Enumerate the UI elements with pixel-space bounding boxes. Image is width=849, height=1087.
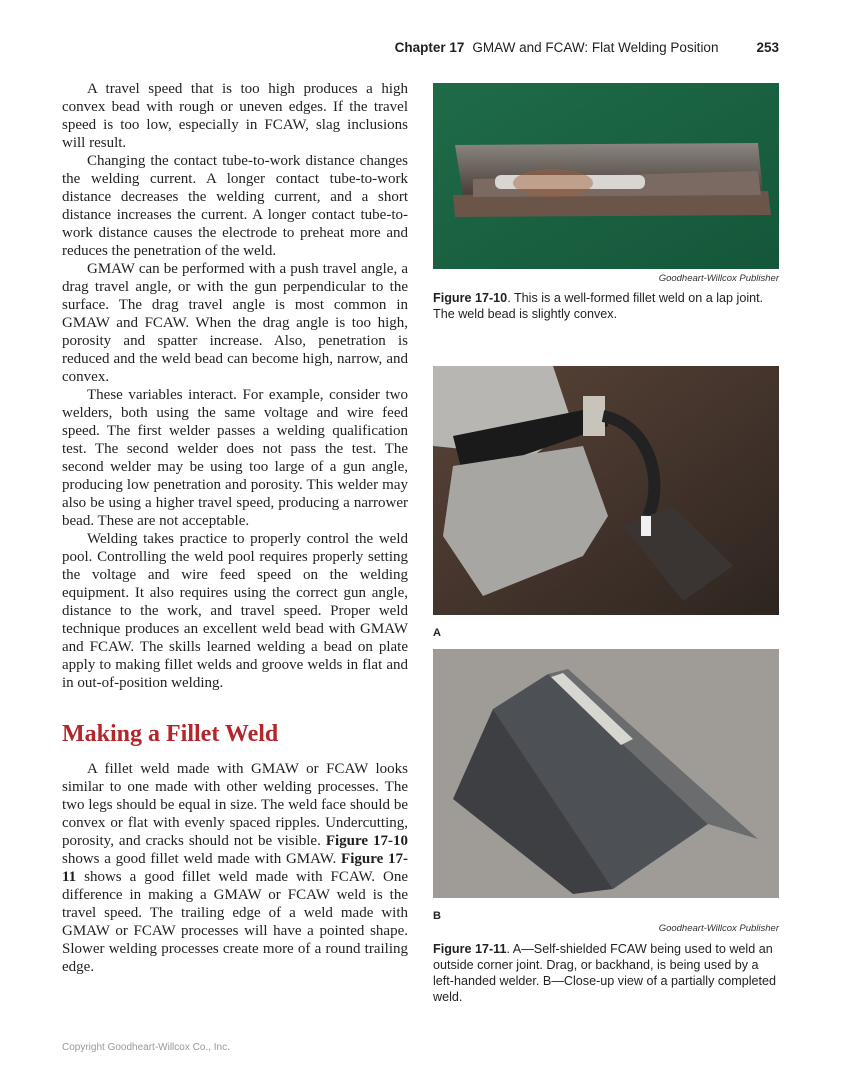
paragraph: Changing the contact tube-to-work distance changes the welding current. A longer contact tube-to-work distance decreases the welding current, and a short distance increases the current. A longer contact tube-to-work distance causes the electrode to preheat more and reduces the penetration of the weld.: [62, 153, 408, 259]
figure-17-11a-photo: [433, 366, 779, 615]
text: A fillet weld made with GMAW or FCAW looks similar to one made with other welding processes. The two legs should be equal in size. The weld face should be convex or flat with evenly spaced ripples. Undercutting, porosity, and cracks should not be visible.: [62, 761, 408, 849]
figure-label: Figure 17-10: [433, 291, 508, 305]
text-column: [62, 80, 408, 976]
figure-17-10-caption: [433, 290, 783, 322]
chapter-title: GMAW and FCAW: Flat Welding Position: [472, 40, 719, 55]
figure-label-b: B: [433, 910, 441, 922]
figure-label-a: A: [433, 627, 441, 639]
figure-reference[interactable]: Figure 17-10: [325, 833, 408, 849]
page-number: 253: [756, 40, 779, 55]
text: shows a good fillet weld made with GMAW.: [62, 851, 342, 867]
paragraph: A travel speed that is too high produces a high convex bead with rough or uneven edges. If the travel speed is too low, especially in FCAW, slag inclusions will result.: [62, 81, 408, 151]
figure-17-11-caption: [433, 941, 783, 1005]
text: shows a good fillet weld made with FCAW. One difference in making a GMAW or FCAW weld is the travel speed. The trailing edge of a weld made with GMAW or FCAW processes will have a pointed shape. Slower welding processes create more of a round trailing edge.: [62, 869, 408, 975]
figure-label: Figure 17-11: [433, 942, 507, 956]
paragraph: These variables interact. For example, consider two welders, both using the same voltage and wire feed speed. The first welder passes a welding qualification test. The second welder does not pass the test. The second welder may be using too large of a gun angle, producing low penetration and porosity. This welder may also be using a higher travel speed, producing a narrower bead. These are not acceptable.: [62, 387, 408, 529]
section-heading: Making a Fillet Weld: [62, 721, 279, 747]
photo-credit: Goodheart-Willcox Publisher: [658, 273, 779, 284]
copyright-footer: Copyright Goodheart-Willcox Co., Inc.: [62, 1042, 230, 1053]
figure-17-10-photo: [433, 83, 779, 269]
paragraph: Welding takes practice to properly control the weld pool. Controlling the weld pool requires properly setting the voltage and wire feed speed on the welding equipment. It also requires using the correct gun angle, distance to the work, and travel speed. Proper weld technique produces an excellent weld bead with GMAW and FCAW. The skills learned welding a bead on plate apply to making fillet welds and groove welds in flat and in out-of-position welding.: [62, 531, 408, 691]
paragraph: [62, 760, 408, 976]
chapter-number: Chapter 17: [394, 40, 465, 55]
figure-reference[interactable]: Figure 17-11: [62, 851, 408, 885]
caption-text: . This is a well-formed fillet weld on a lap joint. The weld bead is slightly convex.: [433, 291, 764, 321]
running-header: [395, 40, 779, 55]
caption-text: . A—Self-shielded FCAW being used to weld an outside corner joint. Drag, or backhand, is being used by a left-handed welder. B—Close-up view of a partially completed weld.: [433, 942, 777, 1004]
figure-17-11b-photo: [433, 649, 779, 898]
photo-credit: Goodheart-Willcox Publisher: [658, 923, 779, 934]
paragraph: GMAW can be performed with a push travel angle, a drag travel angle, or with the gun perpendicular to the surface. The drag travel angle is most common in GMAW and FCAW. When the drag angle is too high, porosity and spatter increase. Also, penetration is reduced and the weld bead can become high, narrow, and convex.: [62, 261, 408, 385]
